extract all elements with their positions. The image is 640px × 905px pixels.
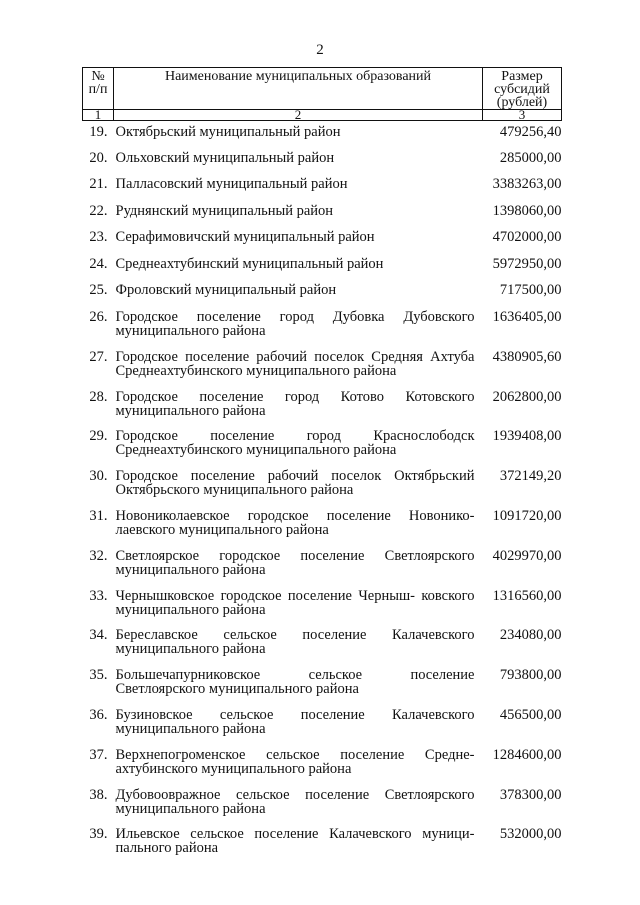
row-number: 24.: [89, 255, 108, 272]
row-amount: 3383263,00: [492, 176, 562, 193]
row-amount: 4029970,00: [492, 547, 562, 564]
row-amount: 378300,00: [499, 786, 562, 803]
row-number: 30.: [89, 468, 108, 485]
table-row: [83, 283, 562, 310]
table-body: [83, 121, 562, 868]
subsidy-table: [82, 67, 562, 867]
row-name: Светлоярское городское поселение Светлоярского муниципального района: [115, 547, 475, 578]
row-number: 27.: [89, 348, 108, 365]
table-row: [83, 204, 562, 231]
row-number: 19.: [89, 124, 108, 140]
table-row: [83, 177, 562, 204]
row-amount: 793800,00: [499, 667, 562, 684]
index-col-3: 3: [483, 110, 562, 121]
row-amount: 4702000,00: [492, 229, 562, 246]
header-num: № п/п: [83, 68, 114, 110]
row-number: 26.: [89, 309, 108, 326]
row-name: Городское поселение рабочий поселок Октябрьский Октябрьского муниципального района: [115, 468, 475, 499]
row-name: Городское поселение город Дубовка Дубовского муниципального района: [115, 309, 475, 340]
row-name: Большечапурниковское сельское поселение Светлоярского муниципального района: [115, 667, 475, 698]
page-number: 2: [316, 42, 324, 58]
row-number: 36.: [89, 707, 108, 724]
table-row: [83, 509, 562, 549]
row-name: Чернышковское городское поселение Черныш- ковского муниципального района: [115, 587, 475, 618]
row-amount: 1939408,00: [492, 428, 562, 445]
row-amount: 1091720,00: [492, 508, 562, 525]
row-number: 33.: [89, 587, 108, 604]
table-row: [83, 469, 562, 509]
table-row: [83, 257, 562, 284]
row-name: Серафимовичский муниципальный район: [115, 229, 375, 246]
table-row: [83, 628, 562, 668]
table-row: [83, 310, 562, 350]
table-row: [83, 151, 562, 178]
row-amount: 5972950,00: [492, 255, 562, 272]
index-col-2: 2: [114, 110, 483, 121]
row-name: Городское поселение город Краснослободск Среднеахтубинского муниципального района: [115, 428, 475, 459]
row-amount: 1284600,00: [492, 746, 562, 763]
row-amount: 285000,00: [499, 149, 562, 166]
row-name: Бузиновское сельское поселение Калачевского муниципального района: [115, 707, 475, 738]
index-col-1: 1: [83, 110, 114, 121]
row-amount: 479256,40: [499, 124, 562, 140]
row-number: 25.: [89, 282, 108, 299]
header-amount: Размер субсидий (рублей): [483, 68, 562, 110]
row-name: Среднеахтубинский муниципальный район: [115, 255, 384, 272]
table-header-row: [83, 68, 562, 110]
row-name: Городское поселение рабочий поселок Средняя Ахтуба Среднеахтубинского муниципального района: [115, 348, 475, 379]
row-number: 22.: [89, 202, 108, 219]
row-number: 37.: [89, 746, 108, 763]
row-name: Новониколаевское городское поселение Новонико- лаевского муниципального района: [115, 508, 475, 539]
row-name: Ольховский муниципальный район: [115, 149, 335, 166]
row-name: Береславское сельское поселение Калачевского муниципального района: [115, 627, 475, 658]
row-name: Руднянский муниципальный район: [115, 202, 334, 219]
row-amount: 532000,00: [499, 826, 562, 843]
table-row: [83, 668, 562, 708]
row-name: Верхнепогроменское сельское поселение Средне- ахтубинского муниципального района: [115, 746, 475, 777]
row-number: 35.: [89, 667, 108, 684]
row-name: Ильевское сельское поселение Калачевского муници- пального района: [115, 826, 475, 857]
table-row: [83, 121, 562, 151]
row-number: 21.: [89, 176, 108, 193]
row-amount: 1636405,00: [492, 309, 562, 326]
row-amount: 717500,00: [499, 282, 562, 299]
row-amount: 372149,20: [499, 468, 562, 485]
row-amount: 234080,00: [499, 627, 562, 644]
row-number: 23.: [89, 229, 108, 246]
table-row: [83, 827, 562, 867]
table-row: [83, 788, 562, 828]
row-name: Городское поселение город Котово Котовского муниципального района: [115, 388, 475, 419]
row-name: Фроловский муниципальный район: [115, 282, 337, 299]
table-row: [83, 230, 562, 257]
table-row: [83, 748, 562, 788]
row-number: 28.: [89, 388, 108, 405]
row-amount: 4380905,60: [492, 348, 562, 365]
row-name: Дубовоовражное сельское поселение Светлоярского муниципального района: [115, 786, 475, 817]
table-index-row: [83, 110, 562, 121]
table-row: [83, 589, 562, 629]
row-number: 38.: [89, 786, 108, 803]
table-row: [83, 350, 562, 390]
row-number: 31.: [89, 508, 108, 525]
row-number: 39.: [89, 826, 108, 843]
row-amount: 1398060,00: [492, 202, 562, 219]
header-name: Наименование муниципальных образований: [114, 68, 483, 110]
table-row: [83, 549, 562, 589]
table-row: [83, 429, 562, 469]
table-row: [83, 390, 562, 430]
row-name: Октябрьский муниципальный район: [115, 124, 341, 140]
row-number: 34.: [89, 627, 108, 644]
table-row: [83, 708, 562, 748]
row-number: 32.: [89, 547, 108, 564]
row-amount: 1316560,00: [492, 587, 562, 604]
row-number: 20.: [89, 149, 108, 166]
row-amount: 2062800,00: [492, 388, 562, 405]
row-name: Палласовский муниципальный район: [115, 176, 348, 193]
row-number: 29.: [89, 428, 108, 445]
row-amount: 456500,00: [499, 707, 562, 724]
